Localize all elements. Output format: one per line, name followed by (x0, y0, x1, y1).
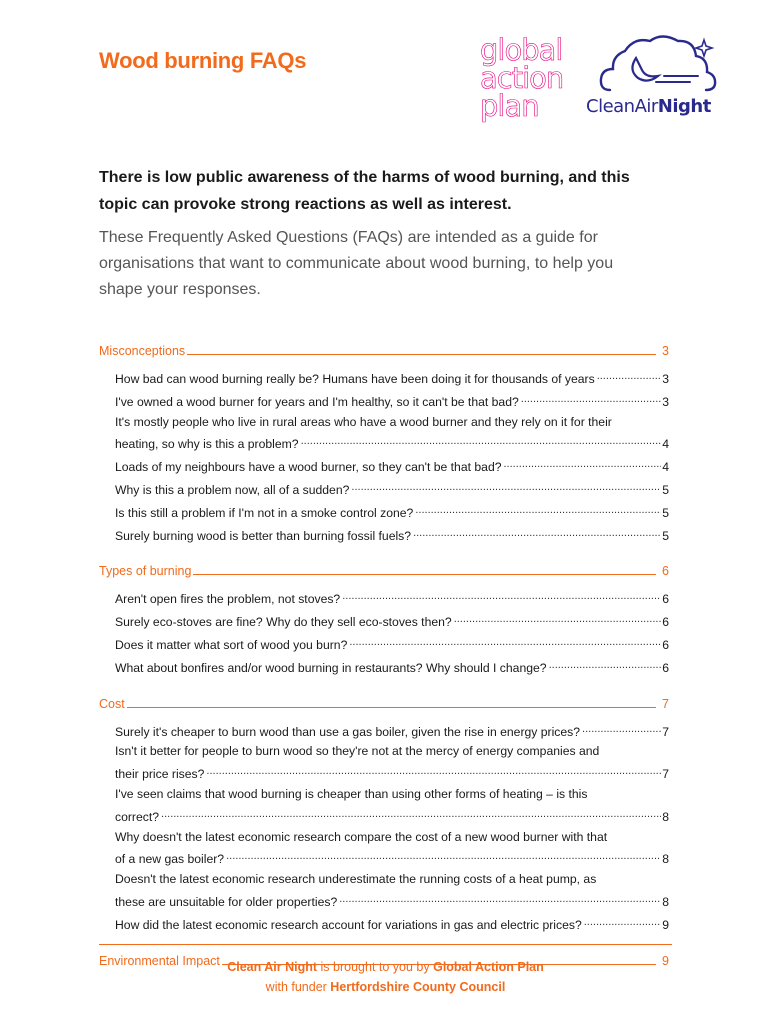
toc-entry[interactable] (115, 501, 669, 524)
toc-entry[interactable] (115, 367, 669, 390)
toc-entry-page: 5 (662, 505, 669, 520)
toc-leader-dots (301, 432, 662, 452)
footer: Clean Air Night is brought to you by Global Action Plan with funder Hertfordshire County Council (227, 960, 544, 994)
toc-entry-text: their price rises? (115, 767, 205, 782)
toc-entry[interactable] (115, 913, 669, 936)
toc-entry[interactable] (115, 656, 669, 679)
footer-divider (99, 944, 672, 945)
toc-entry[interactable] (115, 524, 669, 547)
toc-heading-page: 9 (662, 953, 669, 968)
toc-entry-page: 6 (662, 592, 669, 607)
toc-leader-dots (351, 478, 661, 498)
toc-entry[interactable] (115, 478, 669, 501)
toc-heading-rule (127, 707, 656, 708)
toc-entry-line[interactable]: I've seen claims that wood burning is cheaper than using other forms of heating – is this (115, 786, 588, 801)
toc-entry-page: 5 (662, 528, 669, 543)
toc-entry-line[interactable]: Doesn't the latest economic research underestimate the running costs of a heat pump, as (115, 872, 597, 887)
toc-section (99, 340, 669, 546)
toc-entry-page: 4 (662, 460, 669, 475)
toc-entry-line[interactable]: Why doesn't the latest economic research compare the cost of a new wood burner with that (115, 829, 608, 844)
toc-entry[interactable] (115, 432, 669, 455)
toc-heading-page: 6 (662, 564, 669, 579)
toc-entry-text: Surely burning wood is better than burning fossil fuels? (115, 528, 412, 543)
toc-section (99, 560, 669, 678)
toc-leader-dots (454, 610, 662, 630)
lead-paragraph: There is low public awareness of the harms of wood burning, and this topic can provoke strong reactions as well as interest. (99, 169, 630, 213)
toc-leader-dots (597, 367, 662, 387)
gap-logo-word: action (480, 61, 564, 95)
toc-entry-text: How did the latest economic research account for variations in gas and electric prices? (115, 917, 582, 932)
toc-entry-text: Aren't open fires the problem, not stoves? (115, 592, 341, 607)
page-title: Wood burning FAQs (99, 48, 307, 73)
intro-paragraph: These Frequently Asked Questions (FAQs) are intended as a guide for organisations that want to communicate about wood burning, to help you shape your responses. (99, 229, 614, 298)
toc-leader-dots (206, 762, 661, 782)
toc-entry[interactable] (115, 610, 669, 633)
toc-heading-page: 3 (662, 344, 669, 358)
toc-heading-page: 7 (662, 696, 669, 711)
toc-entry[interactable] (115, 587, 669, 610)
toc-entry-text: Why is this a problem now, all of a sudden? (115, 482, 350, 497)
toc-entry-text: heating, so why is this a problem? (115, 437, 299, 452)
toc-leader-dots (226, 847, 661, 867)
global-action-plan-logo (472, 32, 572, 124)
toc-leader-dots (339, 890, 661, 910)
toc-entry-page: 3 (662, 394, 669, 409)
toc-entry[interactable] (115, 720, 669, 743)
toc-leader-dots (349, 633, 661, 653)
toc-heading-label: Types of burning (99, 564, 192, 579)
toc-entry-page: 7 (662, 767, 669, 782)
toc-entry-text: What about bonfires and/or wood burning in restaurants? Why should I change? (115, 660, 547, 675)
toc-entry-page: 3 (662, 372, 669, 386)
toc-entry-page: 6 (662, 637, 669, 652)
toc-entry-text: Is this still a problem if I'm not in a smoke control zone? (115, 505, 414, 520)
table-of-contents (99, 340, 669, 982)
toc-entry[interactable] (115, 890, 669, 913)
toc-entry[interactable] (115, 390, 669, 413)
toc-entry[interactable] (115, 633, 669, 656)
toc-leader-dots (521, 390, 661, 410)
toc-entry-text: Loads of my neighbours have a wood burner, so they can't be that bad? (115, 460, 502, 475)
toc-heading-rule (193, 574, 656, 575)
toc-leader-dots (582, 720, 661, 740)
toc-entry[interactable] (115, 805, 669, 828)
toc-section-heading[interactable] (99, 560, 669, 578)
toc-entry-page: 4 (662, 437, 669, 452)
toc-heading-label: Cost (99, 696, 125, 711)
toc-entry-line[interactable]: Isn't it better for people to burn wood so they're not at the mercy of energy companies and (115, 744, 600, 759)
toc-entry[interactable] (115, 762, 669, 785)
toc-entry-text: Does it matter what sort of wood you burn? (115, 637, 348, 652)
toc-leader-dots (549, 656, 662, 676)
toc-entry-page: 6 (662, 615, 669, 630)
toc-section (99, 693, 669, 936)
toc-entry-text: I've owned a wood burner for years and I'm healthy, so it can't be that bad? (115, 394, 519, 409)
toc-entry-page: 7 (662, 724, 669, 739)
gap-logo-word: global (480, 33, 563, 67)
toc-entry-page: 8 (662, 852, 669, 867)
toc-heading-rule (187, 354, 656, 355)
toc-section-heading[interactable] (99, 340, 669, 358)
toc-entry[interactable] (115, 847, 669, 870)
toc-entry-line[interactable]: It's mostly people who live in rural areas who have a wood burner and they rely on it for their (115, 414, 612, 429)
toc-entry-text: Surely eco-stoves are fine? Why do they sell eco-stoves then? (115, 615, 452, 630)
toc-leader-dots (584, 913, 661, 933)
toc-entry-text: correct? (115, 809, 160, 824)
toc-entry-text: these are unsuitable for older properties? (115, 894, 338, 909)
toc-entry-text: of a new gas boiler? (115, 852, 225, 867)
toc-heading-label: Environmental Impact (99, 953, 220, 968)
toc-entry-page: 9 (662, 917, 669, 932)
toc-entry-page: 8 (662, 894, 669, 909)
toc-leader-dots (415, 501, 661, 521)
toc-entry-text: Surely it's cheaper to burn wood than use a gas boiler, given the rise in energy prices? (115, 724, 581, 739)
toc-leader-dots (342, 587, 661, 607)
toc-leader-dots (413, 524, 661, 544)
toc-heading-label: Misconceptions (99, 344, 186, 358)
toc-entry-page: 5 (662, 482, 669, 497)
toc-entry-page: 8 (662, 809, 669, 824)
toc-section-heading[interactable] (99, 693, 669, 711)
clean-air-night-wordmark: CleanAirNight (586, 96, 711, 117)
clean-air-night-logo (584, 32, 734, 124)
gap-logo-word: plan (480, 89, 539, 123)
toc-entry[interactable] (115, 455, 669, 478)
cloud-moon-icon (598, 32, 723, 94)
toc-leader-dots (161, 805, 661, 825)
toc-leader-dots (504, 455, 662, 475)
toc-entry-page: 6 (662, 660, 669, 675)
toc-entry-text: How bad can wood burning really be? Humans have been doing it for thousands of years (115, 372, 595, 386)
